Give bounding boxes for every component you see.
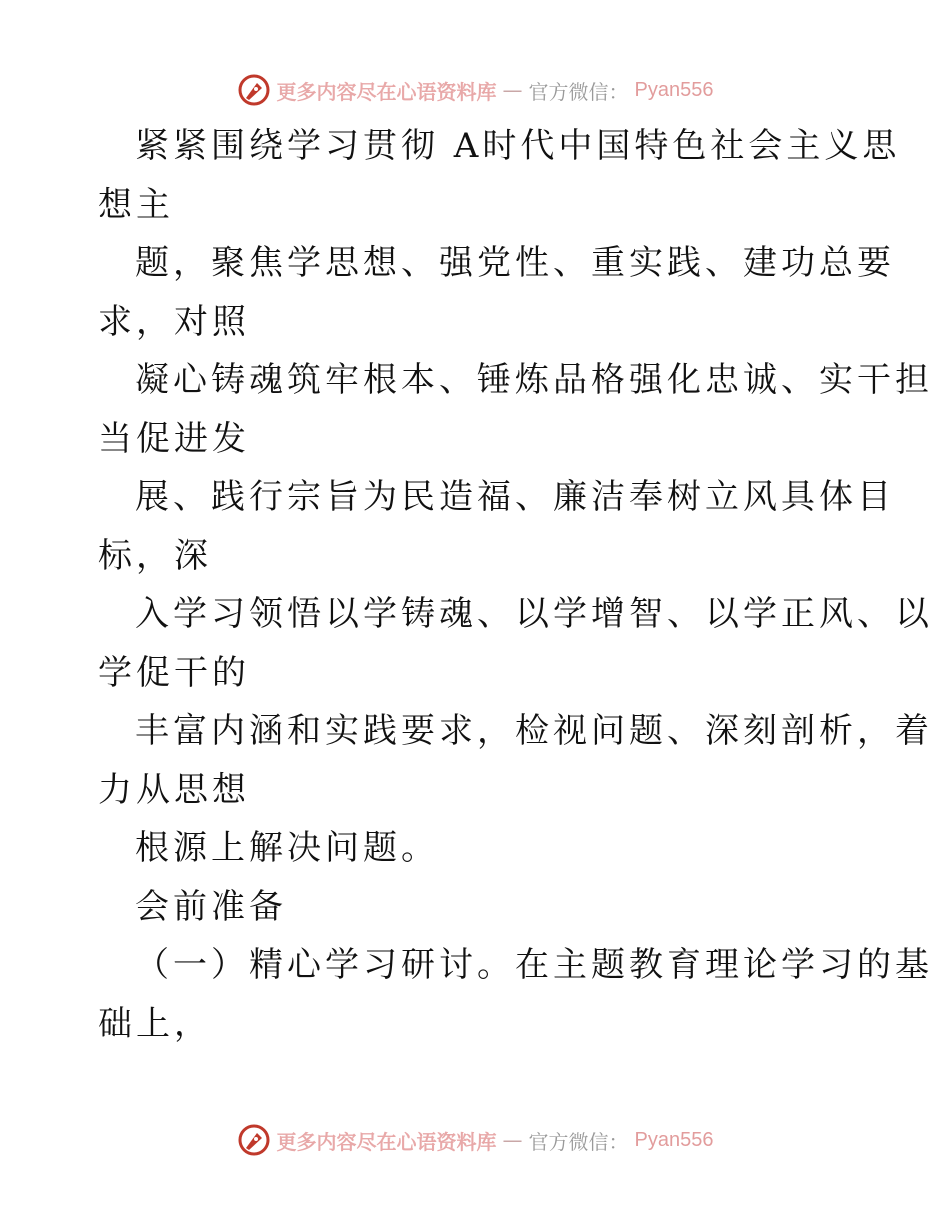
- watermark-account: Pyan556: [634, 1128, 714, 1151]
- text-line: 求，对照: [98, 301, 250, 342]
- text-line: （一）精心学习研讨。在主题教育理论学习的基: [135, 945, 933, 985]
- section-heading: 会前准备: [135, 886, 287, 927]
- document-body: [98, 117, 933, 1053]
- text-line: 础上，: [98, 1003, 212, 1044]
- text-line: 力从思想: [98, 769, 250, 810]
- text-line: 紧紧围绕学习贯彻 A时代中国特色社会主义思: [135, 126, 901, 166]
- watermark-label: 官方微信：: [528, 79, 629, 104]
- text-line: 当促进发: [98, 418, 250, 459]
- watermark-brand-text: 更多内容尽在心语资料库: [276, 1129, 497, 1154]
- header-watermark: [0, 70, 950, 110]
- text-line: 入学习领悟以学铸魂、以学增智、以学正风、以: [135, 594, 933, 634]
- watermark-dash: —: [502, 1128, 523, 1152]
- text-line: 学促干的: [98, 652, 250, 693]
- footer-watermark: [0, 1120, 950, 1160]
- text-line: 丰富内涵和实践要求，检视问题、深刻剖析，着: [135, 711, 933, 751]
- text-line: 标，深: [98, 535, 212, 576]
- text-line: 题，聚焦学思想、强党性、重实践、建功总要: [135, 243, 895, 283]
- watermark-brand-text: 更多内容尽在心语资料库: [276, 79, 497, 104]
- text-line: 想主: [98, 184, 174, 225]
- pen-nib-circle-icon: [237, 73, 271, 107]
- text-line: 根源上解决问题。: [135, 828, 439, 868]
- watermark-label: 官方微信：: [528, 1129, 629, 1154]
- watermark-dash: —: [502, 78, 523, 102]
- pen-nib-circle-icon: [237, 1123, 271, 1157]
- watermark-account: Pyan556: [634, 78, 714, 101]
- text-line: 凝心铸魂筑牢根本、锤炼品格强化忠诚、实干担: [135, 360, 933, 400]
- text-line: 展、践行宗旨为民造福、廉洁奉树立风具体目: [135, 477, 895, 517]
